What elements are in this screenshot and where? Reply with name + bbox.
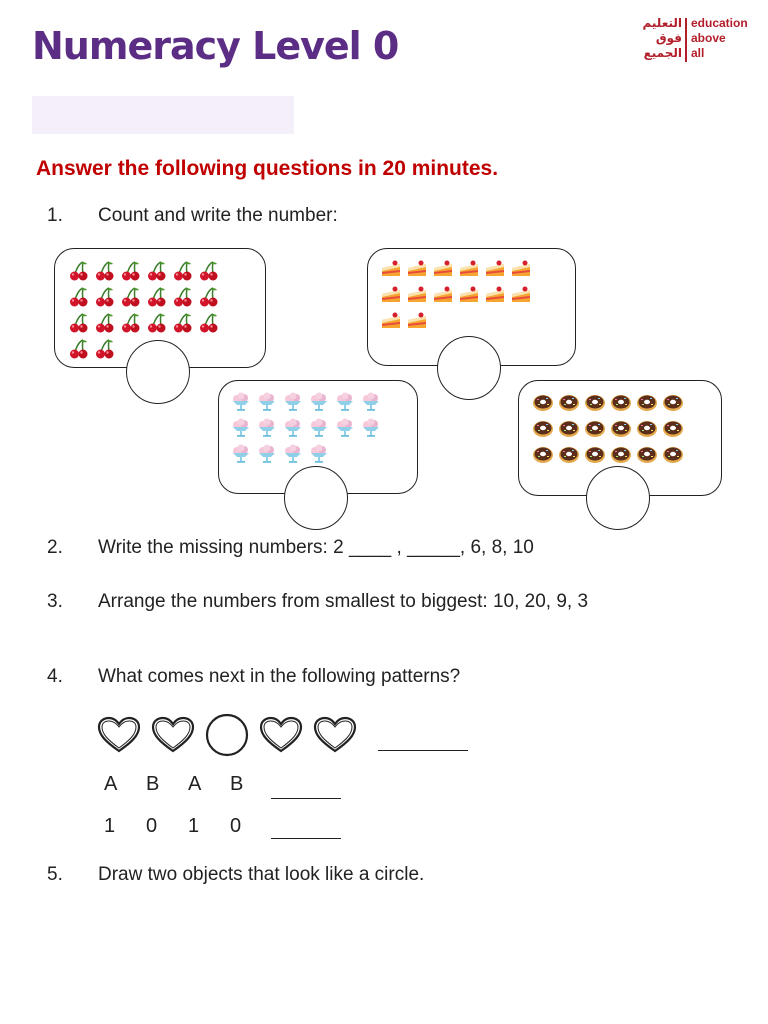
heart-icon: [150, 715, 196, 760]
pattern-letter: B: [146, 773, 160, 795]
shape-pattern-answer-line[interactable]: [378, 750, 468, 751]
pattern-letter: A: [188, 773, 202, 795]
ice-cream-cup-icon: [280, 414, 306, 440]
cherry-icon: [92, 310, 118, 336]
donut-icon: [608, 390, 634, 416]
cherry-icon: [66, 336, 92, 362]
donut-icon: [608, 442, 634, 468]
donut-icon: [660, 390, 686, 416]
answer-circle-donuts[interactable]: [586, 466, 650, 530]
ice-cream-cup-icon: [228, 414, 254, 440]
pattern-digit: 1: [104, 815, 116, 837]
ice-cream-cup-icon: [306, 388, 332, 414]
ice-cream-cup-icon: [280, 440, 306, 466]
cherry-icon: [66, 258, 92, 284]
cherry-icon: [144, 284, 170, 310]
pattern-digit: 0: [146, 815, 158, 837]
cake-slice-icon: [482, 282, 508, 308]
cherry-icon: [92, 336, 118, 362]
heart-icon: [96, 715, 142, 760]
donut-icon: [556, 390, 582, 416]
cherry-icon: [144, 310, 170, 336]
cherry-icon: [118, 310, 144, 336]
pattern-letter: A: [104, 773, 118, 795]
question-4: 4. What comes next in the following patterns?: [47, 666, 461, 687]
answer-circle-cherries[interactable]: [126, 340, 190, 404]
heart-icon: [258, 715, 304, 760]
donut-icon: [608, 416, 634, 442]
letter-pattern-answer-line[interactable]: [271, 798, 341, 799]
cake-slice-icon: [508, 256, 534, 282]
logo-english-text: education above all: [691, 16, 748, 60]
cherry-icon: [118, 258, 144, 284]
donut-icon: [634, 442, 660, 468]
ice-cream-cup-icon: [254, 440, 280, 466]
donut-icon: [582, 416, 608, 442]
pattern-digit: 0: [230, 815, 242, 837]
cake-slice-icon: [430, 282, 456, 308]
cherry-icon: [196, 284, 222, 310]
cake-slice-icon: [508, 282, 534, 308]
donut-icon: [556, 416, 582, 442]
digit-pattern-answer-line[interactable]: [271, 838, 341, 839]
answer-circle-ice-cream[interactable]: [284, 466, 348, 530]
question-1: 1. Count and write the number:: [47, 205, 338, 226]
donut-icon: [530, 442, 556, 468]
cherry-icon: [196, 258, 222, 284]
cherry-icon: [92, 258, 118, 284]
donut-icon: [556, 442, 582, 468]
cake-slice-icon: [404, 282, 430, 308]
pattern-digit: 1: [188, 815, 200, 837]
ice-cream-cup-icon: [280, 388, 306, 414]
instruction-text: Answer the following questions in 20 minutes.: [36, 157, 499, 180]
ice-cream-cup-icon: [228, 440, 254, 466]
logo-arabic-text: التعليم فوق الجميع: [642, 16, 682, 60]
question-3: 3. Arrange the numbers from smallest to biggest: 10, 20, 9, 3: [47, 591, 589, 612]
heart-icon: [312, 715, 358, 760]
donut-icon: [634, 390, 660, 416]
cake-slice-icon: [404, 308, 430, 334]
question-5: 5. Draw two objects that look like a circle.: [47, 864, 425, 885]
ice-cream-cup-icon: [332, 414, 358, 440]
digit-pattern: [104, 815, 272, 838]
cake-slice-icon: [482, 256, 508, 282]
donut-icon: [660, 442, 686, 468]
pattern-letter: B: [230, 773, 244, 795]
cake-slice-icon: [430, 256, 456, 282]
cherry-icon: [66, 310, 92, 336]
cherry-icon: [66, 284, 92, 310]
ice-cream-cup-icon: [254, 414, 280, 440]
answer-circle-cakes[interactable]: [437, 336, 501, 400]
logo-divider: [685, 18, 687, 62]
donut-icon: [582, 390, 608, 416]
cherry-icon: [170, 284, 196, 310]
donut-icon: [634, 416, 660, 442]
donut-icon: [660, 416, 686, 442]
ice-cream-cup-icon: [228, 388, 254, 414]
ice-cream-group: [228, 388, 390, 466]
ice-cream-cup-icon: [306, 440, 332, 466]
cake-slice-icon: [378, 256, 404, 282]
circle-icon: [204, 712, 250, 763]
cake-slice-group: [378, 256, 540, 334]
donut-icon: [582, 442, 608, 468]
shape-pattern: [96, 712, 366, 763]
donut-icon: [530, 416, 556, 442]
donut-group: [530, 390, 692, 468]
cake-slice-icon: [456, 282, 482, 308]
ice-cream-cup-icon: [306, 414, 332, 440]
cherry-icon: [170, 258, 196, 284]
ice-cream-cup-icon: [332, 388, 358, 414]
cherry-icon: [92, 284, 118, 310]
cake-slice-icon: [378, 282, 404, 308]
ice-cream-cup-icon: [358, 388, 384, 414]
ice-cream-cup-icon: [254, 388, 280, 414]
cherry-icon: [118, 284, 144, 310]
cherry-icon: [144, 258, 170, 284]
ice-cream-cup-icon: [358, 414, 384, 440]
cherry-icon: [196, 310, 222, 336]
letter-pattern: [104, 773, 272, 796]
cake-slice-icon: [378, 308, 404, 334]
page-title: Numeracy Level 0: [32, 24, 399, 68]
cherry-icon: [170, 310, 196, 336]
cake-slice-icon: [456, 256, 482, 282]
student-name-field[interactable]: [32, 96, 294, 134]
cake-slice-icon: [404, 256, 430, 282]
education-above-all-logo: [642, 14, 752, 64]
question-2: 2. Write the missing numbers: 2 ____ , _____, 6, 8, 10: [47, 537, 534, 558]
donut-icon: [530, 390, 556, 416]
